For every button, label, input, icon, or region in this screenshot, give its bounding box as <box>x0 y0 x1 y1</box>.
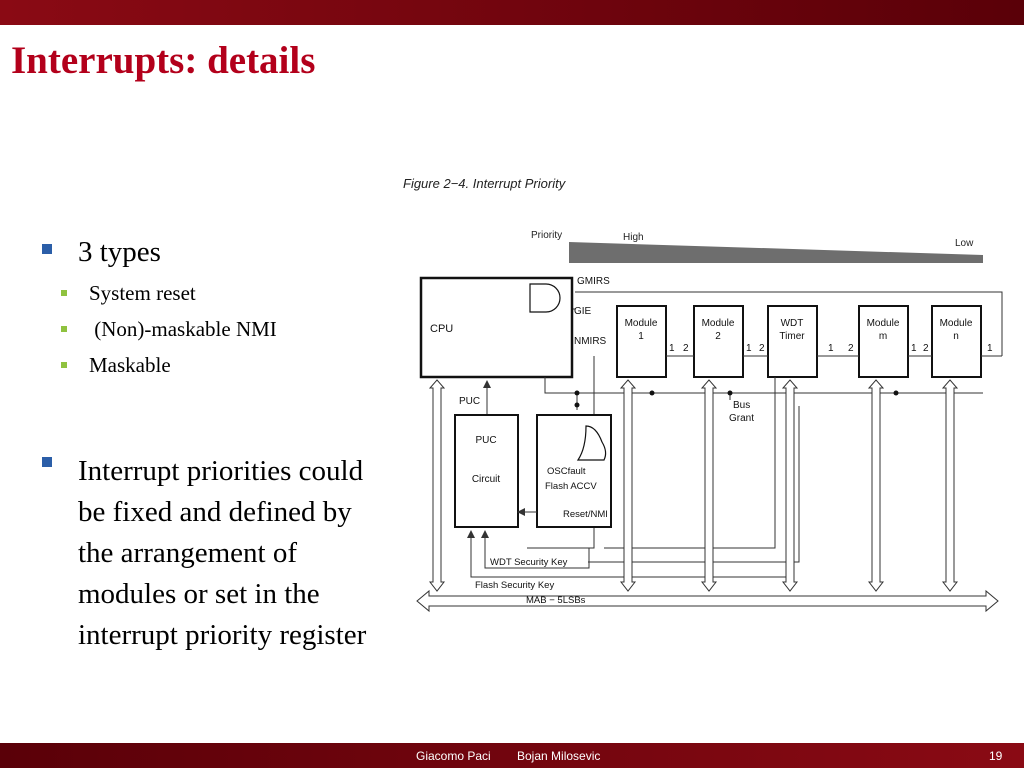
mab-label: MAB − 5LSBs <box>526 595 586 606</box>
svg-text:2: 2 <box>715 331 721 342</box>
sub-bullet-text: System reset <box>89 281 196 305</box>
puc-circuit-box <box>455 415 518 527</box>
bus-arrow <box>430 380 444 591</box>
module-box <box>617 306 666 377</box>
svg-text:Module: Module <box>701 318 735 329</box>
bus-arrow <box>943 380 957 591</box>
svg-text:WDT: WDT <box>780 318 804 329</box>
priority-wedge <box>569 242 983 263</box>
pin-label: 2 <box>848 343 854 354</box>
svg-text:n: n <box>953 331 959 342</box>
bullet-text: Interrupt priorities could be fixed and defined by the arrangement of modules or set in the interrupt priority register <box>78 455 367 651</box>
module-box <box>694 306 743 377</box>
priority-high-label: High <box>623 232 644 243</box>
and-gate <box>530 284 560 312</box>
page-number: 19 <box>989 749 1003 763</box>
bus-arrow <box>783 380 797 591</box>
pin-label: 2 <box>923 343 929 354</box>
module-box <box>932 306 981 377</box>
pin-label: 1 <box>987 343 993 354</box>
svg-text:Module: Module <box>939 318 973 329</box>
pin-label: 2 <box>759 343 765 354</box>
footer-author-2: Bojan Milosevic <box>517 749 601 763</box>
flash-accv-label: Flash ACCV <box>545 481 597 492</box>
module-box <box>859 306 908 377</box>
circuit-label: Circuit <box>471 474 501 485</box>
footer-author-1: Giacomo Paci <box>416 749 491 763</box>
sub-bullet-text: (Non)-maskable NMI <box>89 317 277 341</box>
bus-label: Bus <box>733 400 751 411</box>
slide-title: Interrupts: details <box>11 39 316 82</box>
bullet-text: 3 types <box>78 236 161 268</box>
svg-text:1: 1 <box>638 331 644 342</box>
grant-label: Grant <box>729 413 755 424</box>
svg-text:Timer: Timer <box>779 331 805 342</box>
puc-label: PUC <box>459 396 481 407</box>
svg-text:Module: Module <box>624 318 658 329</box>
pin-label: 1 <box>828 343 834 354</box>
figure-caption: Figure 2−4. Interrupt Priority <box>403 176 566 191</box>
pin-label: 2 <box>683 343 689 354</box>
svg-text:m: m <box>878 331 888 342</box>
footer-bar <box>0 743 1024 768</box>
mab-bus-arrow <box>417 591 998 611</box>
oscfault-label: OSCfault <box>547 466 586 477</box>
pin-label: 1 <box>669 343 675 354</box>
wdt-security-key-label: WDT Security Key <box>490 557 568 568</box>
pin-label: 1 <box>746 343 752 354</box>
bus-arrow <box>621 380 635 591</box>
priority-label: Priority <box>531 230 563 241</box>
bus-arrow <box>702 380 716 591</box>
cpu-label: CPU <box>430 323 454 335</box>
gie-label: GIE <box>574 306 592 317</box>
pin-label: 1 <box>911 343 917 354</box>
flash-security-key-label: Flash Security Key <box>475 580 555 591</box>
nmirs-label: NMIRS <box>574 336 607 347</box>
priority-low-label: Low <box>955 238 974 249</box>
puc-box-label: PUC <box>475 435 497 446</box>
gmirs-label: GMIRS <box>577 276 610 287</box>
bus-arrow <box>869 380 883 591</box>
reset-nmi-label: Reset/NMI <box>563 509 608 520</box>
svg-text:Module: Module <box>866 318 900 329</box>
sub-bullet-text: Maskable <box>89 353 171 377</box>
module-box <box>768 306 817 377</box>
